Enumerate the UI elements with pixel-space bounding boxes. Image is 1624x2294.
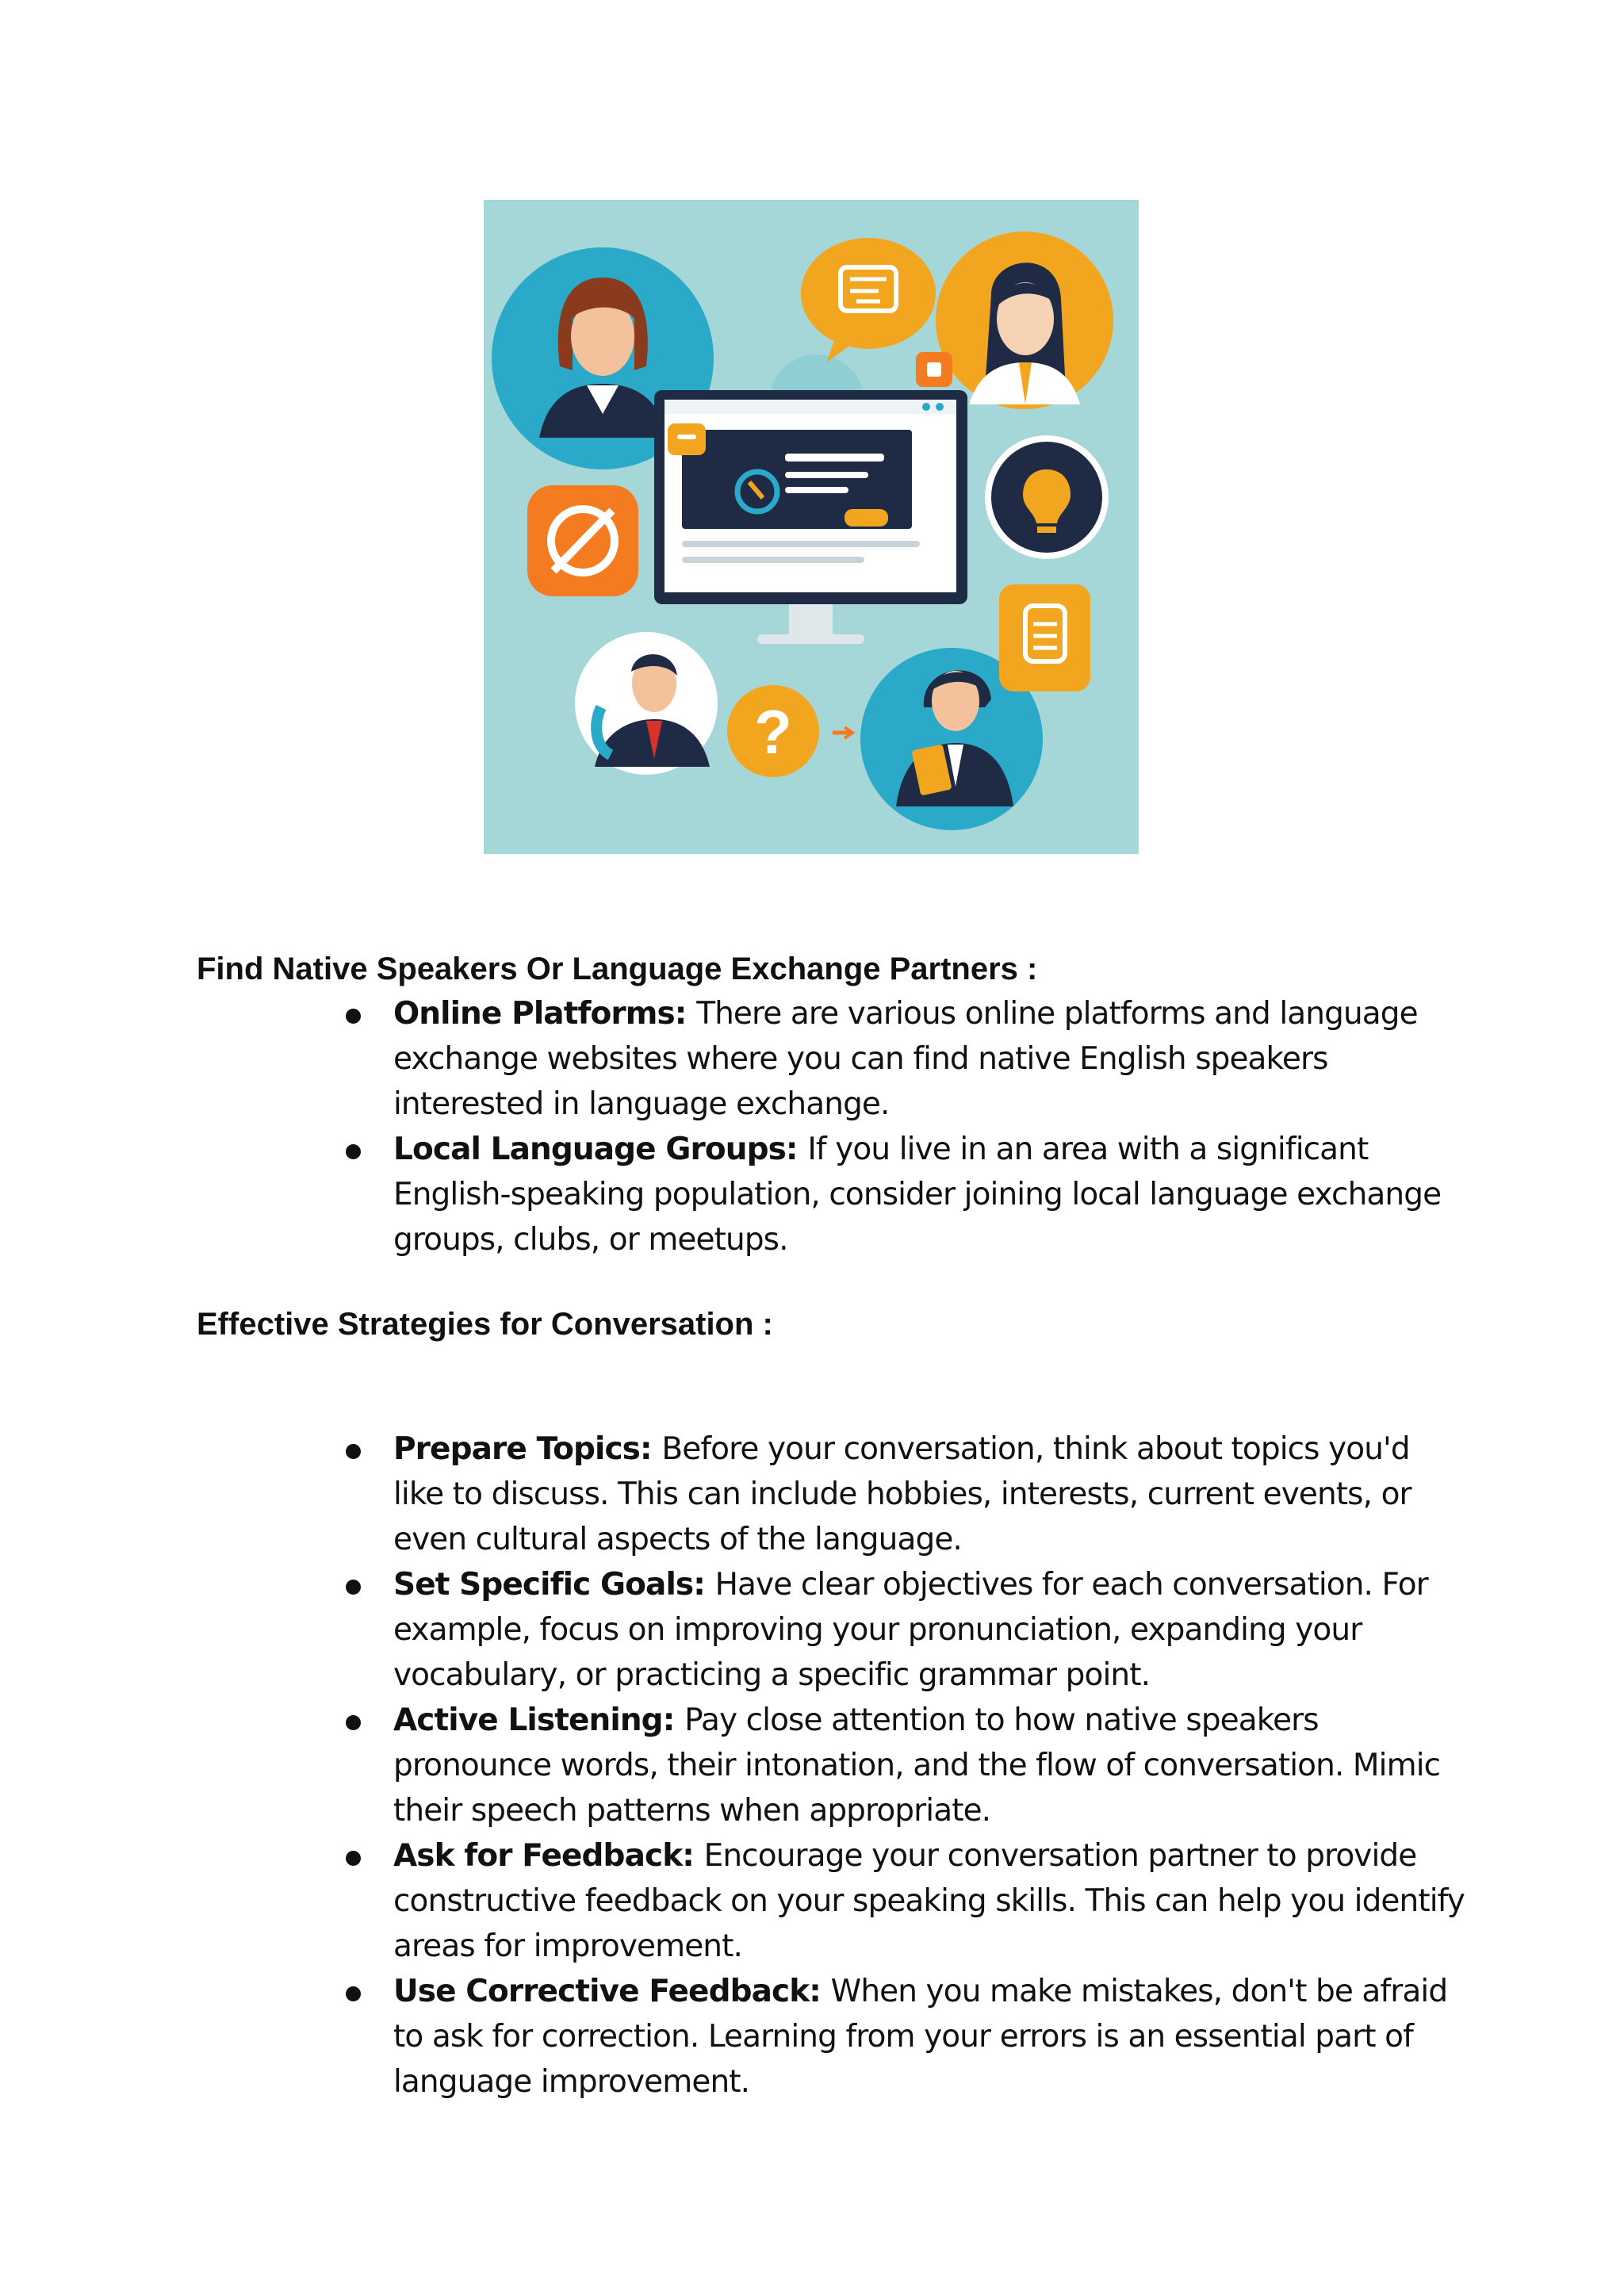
bullet-icon <box>346 1851 361 1866</box>
circle-slash-icon <box>527 485 638 596</box>
list-item-term: Local Language Groups: <box>393 1132 808 1167</box>
man-avatar-left <box>575 632 718 775</box>
document-card-icon <box>999 584 1090 691</box>
bullet-icon <box>346 1144 361 1159</box>
list-item <box>341 1427 1467 1562</box>
list-item-term: Prepare Topics: <box>393 1431 662 1467</box>
list-item-term: Active Listening: <box>393 1702 685 1738</box>
lightbulb-icon <box>985 435 1109 559</box>
list-item-term: Online Platforms: <box>393 996 697 1032</box>
language-exchange-illustration <box>484 200 1139 854</box>
bullet-icon <box>346 1986 361 2001</box>
bullet-icon <box>346 1580 361 1595</box>
list-item <box>341 1833 1467 1969</box>
list-item-text: When you make mistakes, don't be afraid to ask for correction. Learning from your errors is an essential part of language improvement. <box>393 1974 1448 2100</box>
bullet-icon <box>346 1009 361 1024</box>
section-heading-strategies: Effective Strategies for Conversation : <box>197 1307 773 1342</box>
list-item <box>341 1698 1467 1833</box>
list-item <box>341 991 1467 1127</box>
list-item-text: If you live in an area with a significant English-speaking population, consider joining local language exchange groups, clubs, or meetups. <box>393 1132 1442 1258</box>
list-item <box>341 1127 1467 1262</box>
bullet-icon <box>346 1444 361 1459</box>
list-item <box>341 1969 1467 2104</box>
list-item <box>341 1562 1467 1698</box>
list-item-term: Use Corrective Feedback: <box>393 1974 831 2009</box>
list-item-text: Before your conversation, think about topics you'd like to discuss. This can include hobbies, interests, current events, or even cultural aspects of the language. <box>393 1431 1411 1557</box>
native-speakers-list <box>341 991 1467 1262</box>
woman-avatar-right <box>936 232 1113 409</box>
bullet-icon <box>346 1715 361 1730</box>
list-item-text: Pay close attention to how native speakers pronounce words, their intonation, and the flow of conversation. Mimic their speech patterns when appropriate. <box>393 1702 1441 1829</box>
section-heading-native-speakers: Find Native Speakers Or Language Exchange Partners : <box>197 952 1038 986</box>
list-item-text: There are various online platforms and language exchange websites where you can find native English speakers interested in language exchange. <box>393 996 1418 1122</box>
list-item-term: Ask for Feedback: <box>393 1838 704 1874</box>
svg-text:?: ? <box>754 697 792 767</box>
list-item-text: Have clear objectives for each conversation. For example, focus on improving your pronunciation, expanding your vocabulary, or practicing a specific grammar point. <box>393 1567 1428 1693</box>
list-item-text: Encourage your conversation partner to provide constructive feedback on your speaking skills. This can help you identify areas for improvement. <box>393 1838 1465 1964</box>
strategies-list <box>341 1427 1467 2104</box>
list-item-term: Set Specific Goals: <box>393 1567 715 1603</box>
